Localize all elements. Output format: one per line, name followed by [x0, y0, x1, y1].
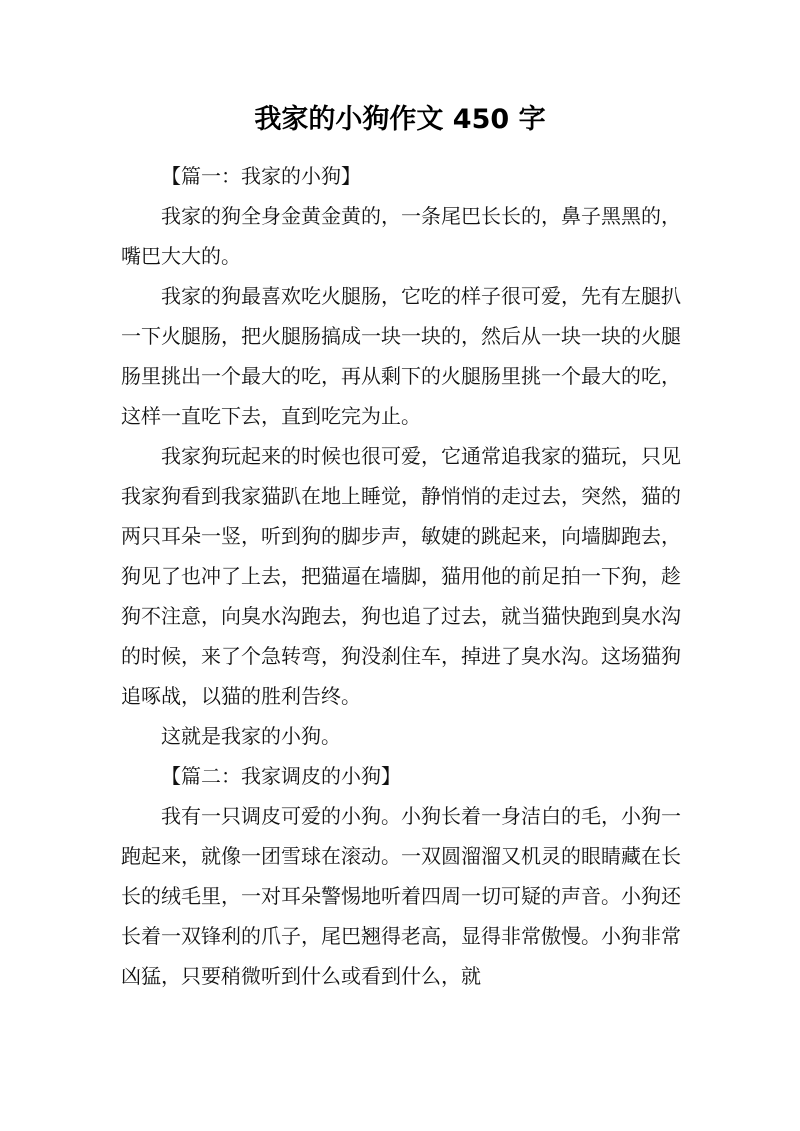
paragraph-1-4: 这就是我家的小狗。 — [161, 724, 341, 748]
paragraph-1-3: 我家狗玩起来的时候也很可爱，它通常追我家的猫玩，只见我家狗看到我家猫趴在地上睡觉，静悄悄的走过去，突然，猫的两只耳朵一竖，听到狗的脚步声，敏婕的跳起来，向墙脚跑去，狗见了也冲了上去，把猫逼在墙脚，猫用他的前足拍一下狗，趁狗不注意，向臭水沟跑去，狗也追了过去，就当猫快跑到臭水沟的时候，来了个急转弯，狗没刹住车，掉进了臭水沟。这场猫狗追啄战，以猫的胜利告终。 — [121, 444, 681, 708]
paragraph-1-2: 我家的狗最喜欢吃火腿肠，它吃的样子很可爱，先有左腿扒一下火腿肠，把火腿肠搞成一块一块的，然后从一块一块的火腿肠里挑出一个最大的吃，再从剩下的火腿肠里挑一个最大的吃，这样一直吃下去，直到吃完为止。 — [121, 284, 681, 428]
paragraph-2-1: 我有一只调皮可爱的小狗。小狗长着一身洁白的毛，小狗一跑起来，就像一团雪球在滚动。一双圆溜溜又机灵的眼睛藏在长长的绒毛里，一对耳朵警惕地听着四周一切可疑的声音。小狗还长着一双锋利的爪子，尾巴翘得老高，显得非常傲慢。小狗非常凶猛，只要稍微听到什么或看到什么，就 — [121, 804, 681, 988]
section-heading-1: 【篇一：我家的小狗】 — [161, 164, 361, 188]
document-body — [121, 156, 681, 996]
document-title: 我家的小狗作文 450 字 — [254, 104, 546, 135]
section-heading-2: 【篇二：我家调皮的小狗】 — [161, 764, 401, 788]
paragraph-1-1: 我家的狗全身金黄金黄的，一条尾巴长长的，鼻子黑黑的，嘴巴大大的。 — [121, 204, 681, 268]
